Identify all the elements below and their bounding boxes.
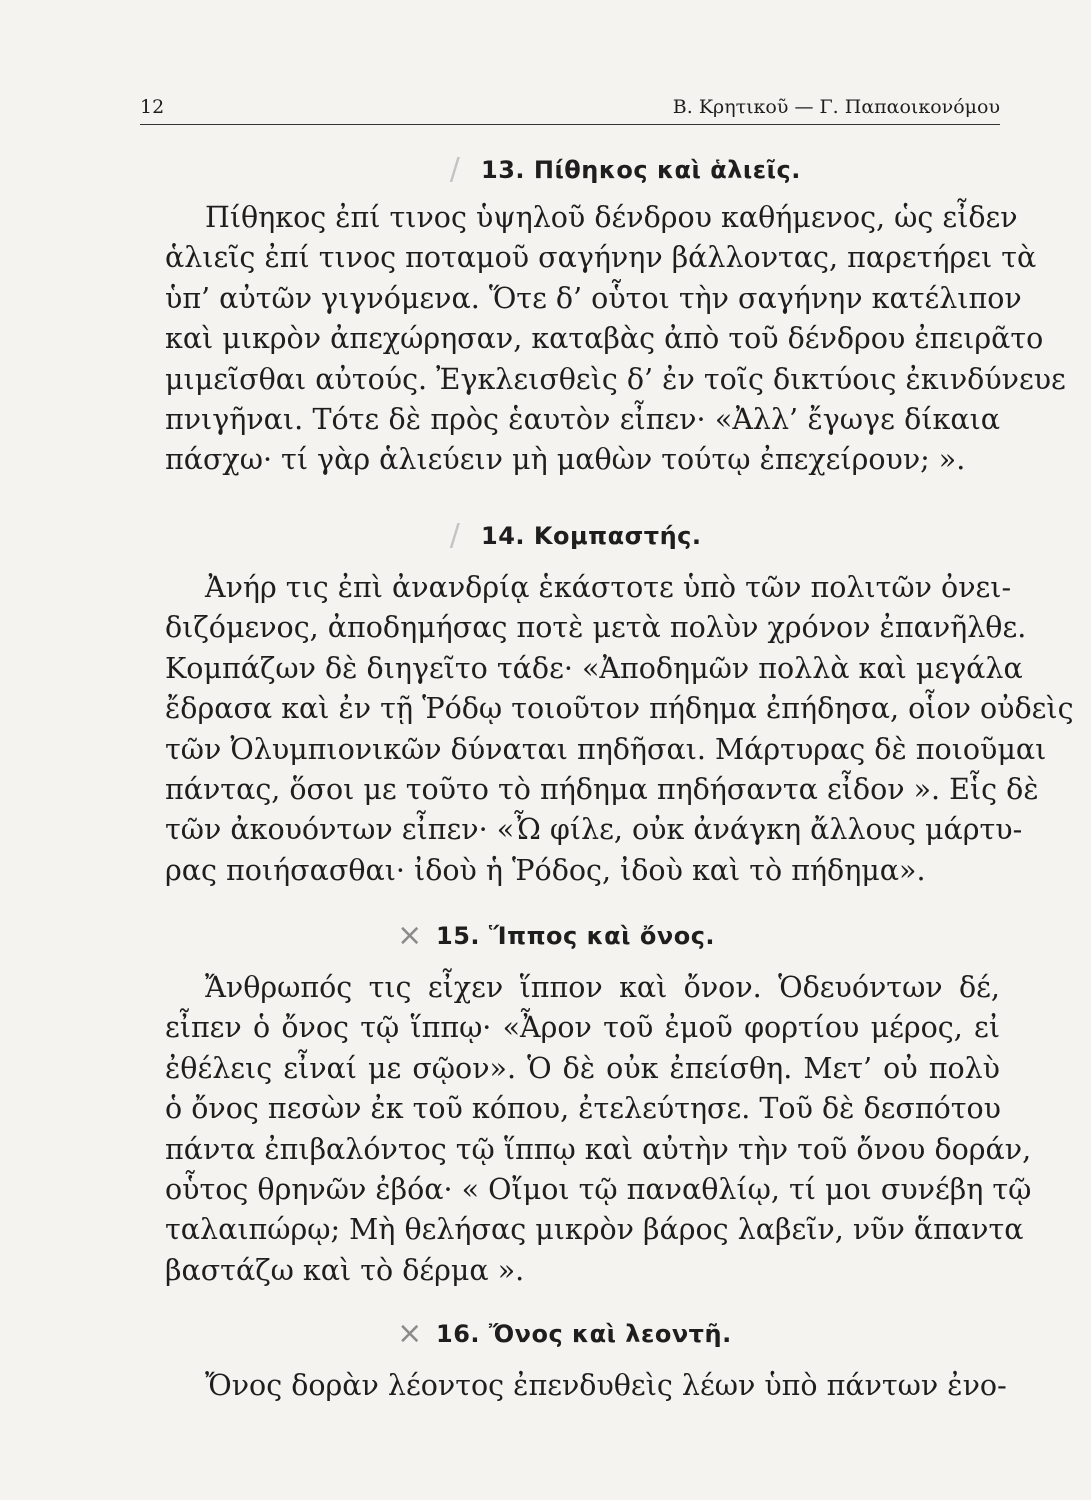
fable-title: 16. Ὄνος καὶ λεοντῆ. xyxy=(436,1320,732,1348)
fable-15 xyxy=(165,916,1032,1291)
text-line: τῶν ἀκουόντων εἶπεν· «Ὦ φίλε, οὐκ ἀνάγκη ἄλλους μάρτυ- xyxy=(165,813,1023,847)
fable-text xyxy=(165,1366,1007,1406)
fable-text xyxy=(165,568,1074,891)
text-line: ὁ ὄνος πεσὼν ἐκ τοῦ κόπου, ἐτελεύτησε. Τοῦ δὲ δεσπότου xyxy=(165,1092,1001,1126)
fable-title: 14. Κομπαστής. xyxy=(481,522,702,550)
text-line: εἶπεν ὁ ὄνος τῷ ἵππῳ· «Ἆρον τοῦ ἐμοῦ φορτίου μέρος, εἰ xyxy=(165,1011,1000,1045)
text-line: πάντας, ὅσοι με τοῦτο τὸ πήδημα πηδήσαντα εἶδον ». Εἷς δὲ xyxy=(165,773,1039,807)
text-line: Ἄνθρωπός τις εἶχεν ἵππον καὶ ὄνον. Ὁδευόντων δέ, xyxy=(205,971,1000,1004)
text-line: Κομπάζων δὲ διηγεῖτο τάδε· «Ἀποδημῶν πολλὰ καὶ μεγάλα xyxy=(165,651,1023,685)
fable-13 xyxy=(165,150,1066,481)
fable-13-heading xyxy=(435,150,1000,190)
header-rule xyxy=(140,124,1000,125)
text-line: Πίθηκος ἐπί τινος ὑψηλοῦ δένδρου καθήμενος, ὡς εἶδεν xyxy=(205,201,1018,234)
fable-14 xyxy=(165,516,1074,891)
text-line: πνιγῆναι. Τότε δὲ πρὸς ἑαυτὸν εἶπεν· «Ἀλλ’ ἔγωγε δίκαια xyxy=(165,403,1000,437)
pencil-tick-mark-icon: / xyxy=(449,152,461,187)
text-line: Ὄνος δορὰν λέοντος ἐπενδυθεὶς λέων ὑπὸ πάντων ἐνο- xyxy=(205,1369,1007,1402)
running-title: Β. Κρητικοῦ — Γ. Παπαοικονόμου xyxy=(672,96,1000,118)
text-line: Ἀνήρ τις ἐπὶ ἀνανδρίᾳ ἑκάστοτε ὑπὸ τῶν πολιτῶν ὀνει- xyxy=(205,571,1012,604)
text-line: πάντα ἐπιβαλόντος τῷ ἵππῳ καὶ αὐτὴν τὴν τοῦ ὄνου δοράν, xyxy=(165,1132,1032,1166)
text-line: πάσχω· τί γὰρ ἁλιεύειν μὴ μαθὼν τούτῳ ἐπεχείρουν; ». xyxy=(165,443,966,477)
fable-text xyxy=(165,198,1066,481)
fable-title: 13. Πίθηκος καὶ ἁλιεῖς. xyxy=(481,156,801,184)
text-line: ὑπ’ αὐτῶν γιγνόμενα. Ὅτε δ’ οὗτοι τὴν σαγήνην κατέλιπον xyxy=(165,281,1022,315)
page-number: 12 xyxy=(140,96,165,118)
text-line: καὶ μικρὸν ἀπεχώρησαν, καταβὰς ἀπὸ τοῦ δένδρου ἐπειρᾶτο xyxy=(165,322,1044,356)
text-line: ταλαιπώρῳ; Μὴ θελήσας μικρὸν βάρος λαβεῖν, νῦν ἅπαντα xyxy=(165,1213,1024,1247)
page-header xyxy=(140,84,1000,118)
text-line: ἁλιεῖς ἐπί τινος ποταμοῦ σαγήνην βάλλοντας, παρετήρει τὰ xyxy=(165,241,1037,275)
fable-16-heading xyxy=(390,1314,1000,1354)
text-line: οὗτος θρηνῶν ἐβόα· « Οἴμοι τῷ παναθλίῳ, τί μοι συνέβη τῷ xyxy=(165,1173,1032,1207)
text-line: ἔδρασα καὶ ἐν τῇ Ῥόδῳ τοιοῦτον πήδημα ἐπήδησα, οἷον οὐδεὶς xyxy=(165,692,1074,726)
text-line: ἐθέλεις εἶναί με σῷον». Ὁ δὲ οὐκ ἐπείσθη. Μετ’ οὐ πολὺ xyxy=(165,1051,1000,1085)
text-line: ρας ποιήσασθαι· ἰδοὺ ἡ Ῥόδος, ἰδοὺ καὶ τὸ πήδημα». xyxy=(165,853,926,887)
text-line: βαστάζω καὶ τὸ δέρμα ». xyxy=(165,1253,525,1287)
fable-text xyxy=(165,968,1032,1291)
pencil-cross-mark-icon: × xyxy=(397,1316,423,1351)
text-line: διζόμενος, ἀποδημήσας ποτὲ μετὰ πολὺν χρόνον ἐπανῆλθε. xyxy=(165,611,1027,645)
text-line: τῶν Ὀλυμπιονικῶν δύναται πηδῆσαι. Μάρτυρας δὲ ποιοῦμαι xyxy=(165,732,1047,766)
fable-16 xyxy=(165,1314,1007,1406)
fable-14-heading xyxy=(435,516,1000,556)
pencil-cross-mark-icon: × xyxy=(397,918,423,953)
fable-title: 15. Ἵππος καὶ ὄνος. xyxy=(436,922,716,950)
pencil-tick-mark-icon: / xyxy=(449,518,461,553)
fable-15-heading xyxy=(390,916,1000,956)
text-line: μιμεῖσθαι αὐτούς. Ἐγκλεισθεὶς δ’ ἐν τοῖς δικτύοις ἐκινδύνευε xyxy=(165,362,1066,396)
